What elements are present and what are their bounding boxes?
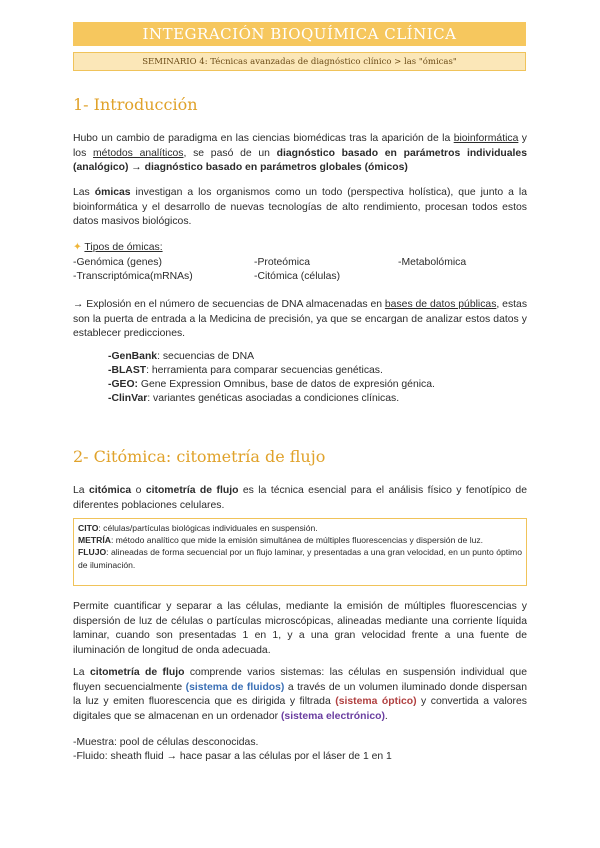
database-item: -GenBank: secuencias de DNA [108, 351, 255, 362]
document-title: INTEGRACIÓN BIOQUÍMICA CLÍNICA [73, 22, 526, 46]
definition-box [73, 518, 527, 586]
sample-item: -Muestra: pool de células desconocidas. [73, 737, 259, 748]
omics-type-item: -Proteómica [254, 257, 311, 268]
databases-paragraph: → Explosión en el número de secuencias de DNA almacenadas en bases de datos públicas, estas son la puerta de entrada a la Medicina de precisión, ya que se encargan de analizar estos datos y establecer predicciones. [73, 299, 528, 339]
omics-type-item: -Citómica (células) [254, 271, 341, 282]
definition-cito: CITO: células/partículas biológicas individuales en suspensión. [78, 523, 318, 533]
section-heading-cytomics: 2- Citómica: citometría de flujo [73, 447, 326, 466]
omics-types-label: ✦ Tipos de ómicas: [73, 242, 163, 253]
definition-flujo: FLUJO: alineadas de forma secuencial por un flujo laminar, y presentadas a una gran velocidad, en un punto óptimo de iluminación. [78, 547, 522, 570]
omics-type-item: -Metabolómica [398, 257, 467, 268]
database-item: -ClinVar: variantes genéticas asociadas a condiciones clínicas. [108, 393, 400, 404]
definition-metria: METRÍA: método analítico que mide la emisión simultánea de múltiples fluorescencias y dispersión de luz. [78, 535, 484, 546]
intro-paragraph: Hubo un cambio de paradigma en las ciencias biomédicas tras la aparición de la bioinformática y los métodos analíticos, se pasó de un diagnóstico basado en parámetros individuales (analógico) → diagnóstico basado en parámetros globales (ómicos) [73, 133, 527, 173]
flow-cytometry-description: Permite cuantificar y separar a las células, mediante la emisión de múltiples fluorescencias y dispersión de luz de células o partículas microscópicas, alineadas mediante una corriente líquida laminar, cuando son presentadas 1 en 1, y a una gran velocidad frente a una fuente de iluminación de longitud de onda adecuada. [73, 601, 527, 656]
omics-paragraph: Las ómicas investigan a los organismos como un todo (perspectiva holística), que junto a la bioinformática y el desarrollo de nuevas tecnologías de alto rendimiento, procesan todos estos datos masivos biológicos. [73, 187, 527, 227]
omics-type-item: -Transcriptómica(mRNAs) [73, 271, 193, 282]
omics-type-item: -Genómica (genes) [73, 257, 162, 268]
database-item: -BLAST: herramienta para comparar secuencias genéticas. [108, 365, 383, 376]
cytomics-paragraph: La citómica o citometría de flujo es la técnica esencial para el análisis físico y fenotípico de diferentes poblaciones celulares. [73, 485, 527, 511]
seminar-subtitle: SEMINARIO 4: Técnicas avanzadas de diagnóstico clínico > las "ómicas" [73, 52, 526, 71]
database-item: -GEO: Gene Expression Omnibus, base de datos de expresión génica. [108, 379, 435, 390]
section-heading-introduction: 1- Introducción [73, 95, 198, 114]
sparkle-icon: ✦ [73, 242, 82, 253]
systems-paragraph: La citometría de flujo comprende varios sistemas: las células en suspensión individual que fluyen secuencialmente (sistema de fluidos) a través de un volumen iluminado donde dispersan la luz y emiten fluorescencia que es dirigida y filtrada (sistema óptico) y convertida a valores digitales que se almacenan en un ordenador (sistema electrónico). [73, 667, 527, 722]
fluid-item: -Fluido: sheath fluid → hace pasar a las células por el láser de 1 en 1 [73, 751, 392, 762]
